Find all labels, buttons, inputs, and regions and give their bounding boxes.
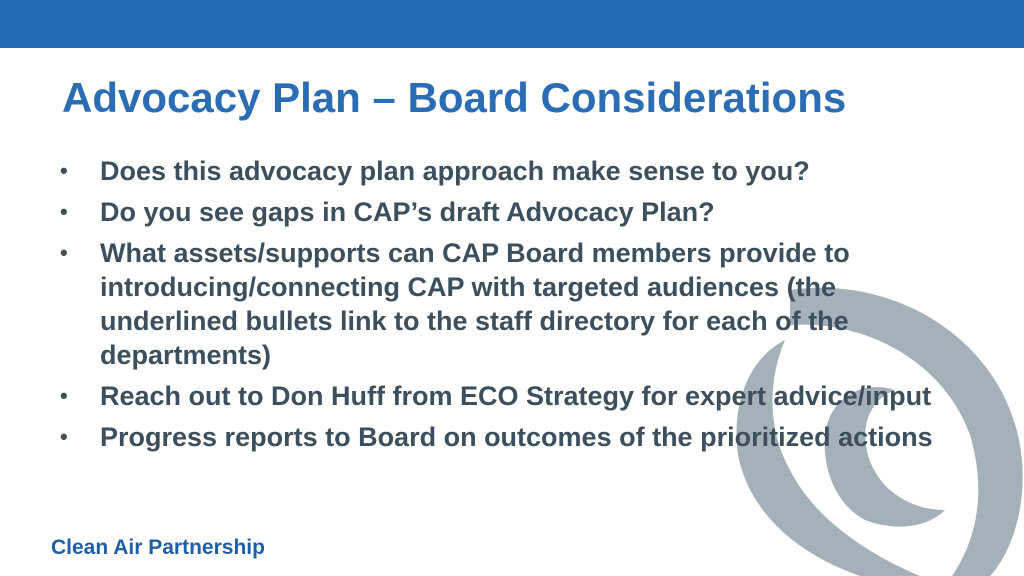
bullet-marker-icon: • — [60, 240, 68, 265]
bullet-text: Reach out to Don Huff from ECO Strategy for expert advice/input — [100, 381, 932, 411]
bullet-marker-icon: • — [60, 424, 68, 449]
bullet-list — [60, 154, 960, 461]
bullet-marker-icon: • — [60, 158, 68, 183]
bullet-item — [60, 379, 960, 413]
bullet-item — [60, 420, 960, 454]
bullet-text: Do you see gaps in CAP’s draft Advocacy Plan? — [100, 197, 715, 227]
bullet-marker-icon: • — [60, 199, 68, 224]
bullet-item — [60, 154, 960, 188]
slide-title: Advocacy Plan – Board Considerations — [62, 74, 847, 121]
bullet-item — [60, 195, 960, 229]
bullet-text: Does this advocacy plan approach make sense to you? — [100, 156, 810, 186]
header-bar — [0, 0, 1024, 48]
footer-brand-logo: Clean Air Partnership — [51, 536, 265, 559]
bullet-marker-icon: • — [60, 383, 68, 408]
bullet-text: Progress reports to Board on outcomes of the prioritized actions — [100, 422, 933, 452]
bullet-text: What assets/supports can CAP Board members provide to introducing/connecting CAP with targeted audiences (the underlined bullets link to the staff directory for each of the departments) — [100, 238, 850, 370]
bullet-item — [60, 236, 960, 372]
